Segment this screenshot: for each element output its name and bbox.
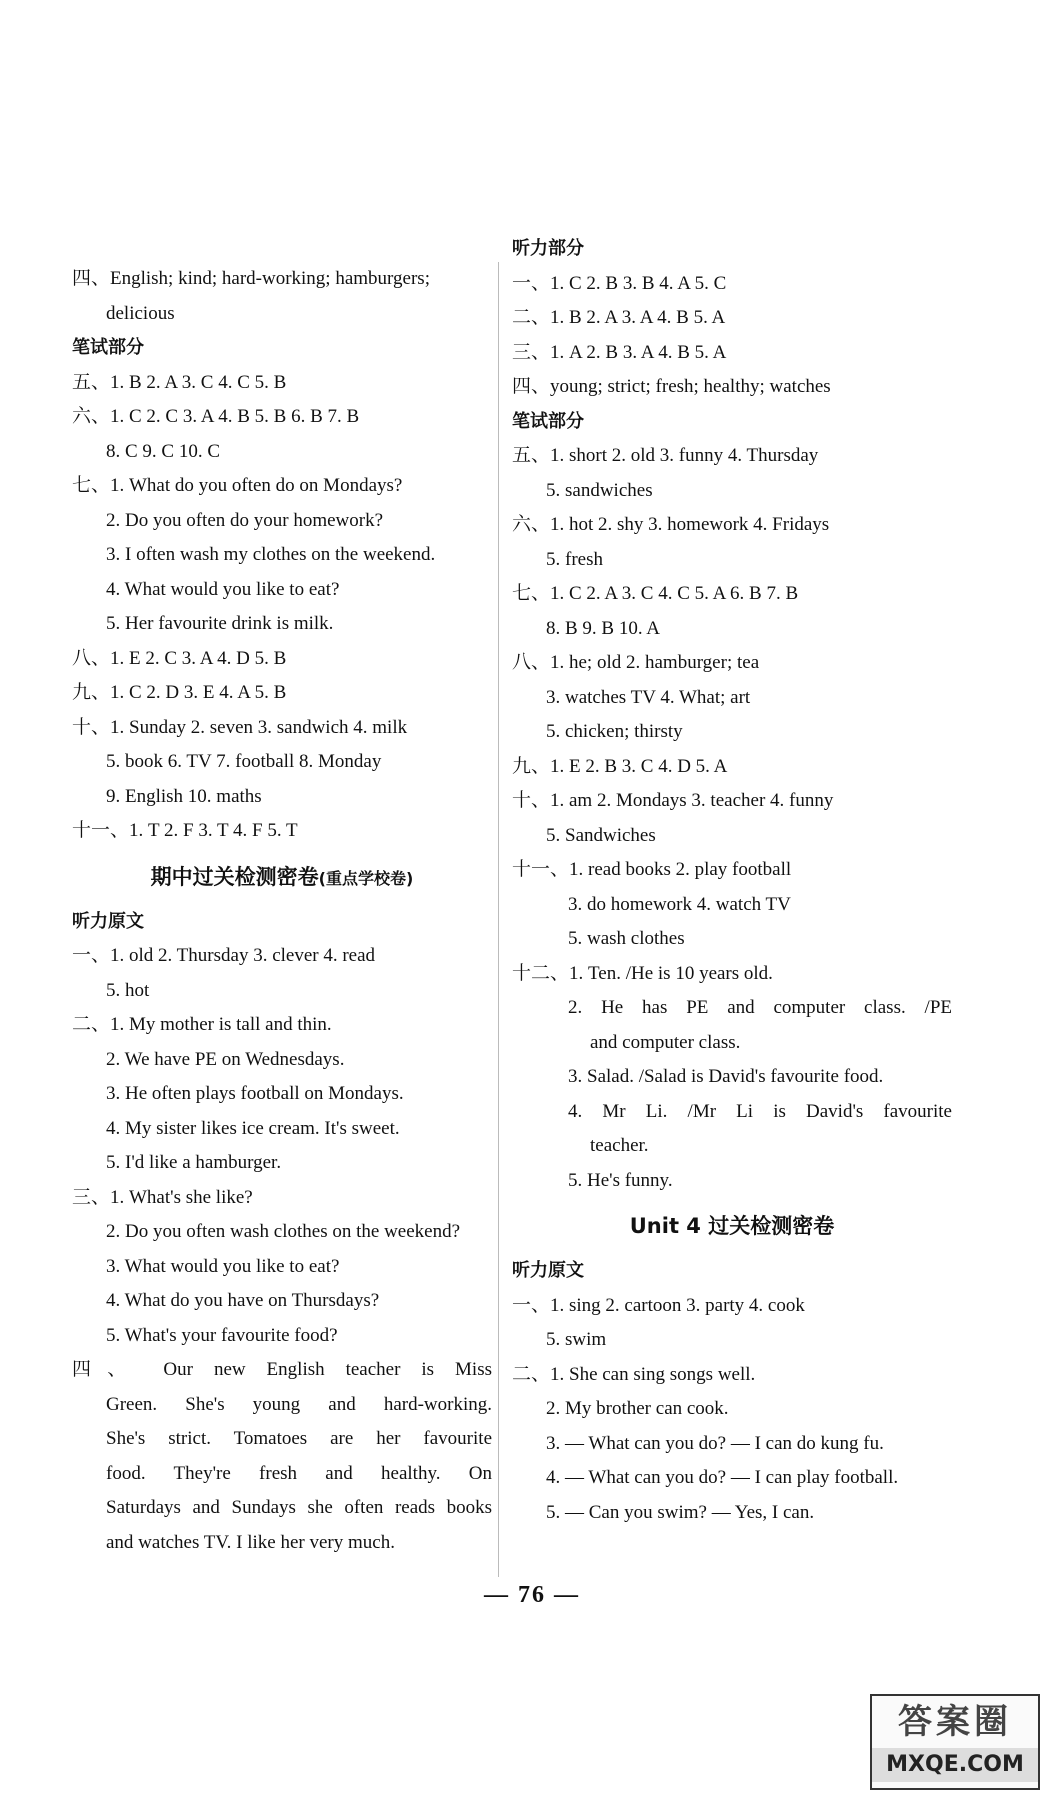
answer-line: 十一、1. read books 2. play football [512,859,792,880]
answer-line: 九、1. E 2. B 3. C 4. D 5. A [512,755,728,777]
answer-line: 十、1. am 2. Mondays 3. teacher 4. funny [512,790,834,811]
answer-line: 二、1. B 2. A 3. A 4. B 5. A [512,307,726,328]
answer-line: 十二、1. Ten. /He is 10 years old. [512,962,773,984]
section-title-listening: 听力部分 [512,238,584,259]
answer-line: 2. My brother can cook. [546,1398,729,1419]
answer-line: 七、1. What do you often do on Mondays? [72,475,403,496]
answer-line: 3. He often plays football on Mondays. [106,1083,404,1104]
answer-line: 十一、1. T 2. F 3. T 4. F 5. T [72,820,298,841]
answer-line: 六、1. hot 2. shy 3. homework 4. Fridays [512,514,830,535]
left-column [72,262,492,1560]
section-title-listening-script: 听力原文 [512,1260,584,1281]
answer-line: 四、young; strict; fresh; healthy; watches [512,376,831,397]
section-title-written: 笔试部分 [512,410,584,432]
answer-line: and computer class. [590,1031,741,1053]
answer-line: 5. sandwiches [546,479,653,501]
passage-number: 四、 [72,1359,143,1380]
passage-line: Saturdays and Sundays she often reads books [106,1497,492,1518]
answer-line: 5. swim [546,1329,607,1350]
passage-line: Green. She's young and hard-working. [106,1393,492,1415]
answer-line: 4. My sister likes ice cream. It's sweet. [106,1117,400,1139]
answer-line: 2. He has PE and computer class. /PE [568,997,952,1018]
answer-line: 3. watches TV 4. What; art [546,686,751,708]
answer-line: 5. Her favourite drink is milk. [106,613,334,634]
passage-line: and watches TV. I like her very much. [106,1531,395,1553]
answer-line: 八、1. E 2. C 3. A 4. D 5. B [72,647,287,669]
answer-line: 七、1. C 2. A 3. C 4. C 5. A 6. B 7. B [512,583,799,604]
answer-line: 十、1. Sunday 2. seven 3. sandwich 4. milk [72,716,408,738]
answer-line: 一、1. sing 2. cartoon 3. party 4. cook [512,1294,805,1316]
answer-line: 四、English; kind; hard-working; hamburgers; [72,268,430,289]
column-divider [498,262,499,1577]
answer-line: 5. Sandwiches [546,824,656,846]
answer-line: 5. He's funny. [568,1169,673,1191]
answer-line: 五、1. B 2. A 3. C 4. C 5. B [72,371,287,393]
answer-line: 4. What would you like to eat? [106,578,340,600]
answer-line: 五、1. short 2. old 3. funny 4. Thursday [512,445,819,466]
section-title-written: 笔试部分 [72,337,144,358]
answer-line: 3. Salad. /Salad is David's favourite food. [568,1066,884,1087]
answer-line: 5. What's your favourite food? [106,1324,338,1346]
passage-text: Our new English teacher is Miss [163,1359,492,1380]
answer-line: 3. What would you like to eat? [106,1255,340,1277]
answer-line: 2. We have PE on Wednesdays. [106,1048,345,1070]
answer-line: 8. C 9. C 10. C [106,440,221,462]
exam-heading-main: 期中过关检测密卷 [150,864,319,889]
answer-line: 5. chicken; thirsty [546,721,683,742]
right-column [512,232,952,1530]
page-number: — 76 — [484,1582,580,1608]
answer-line: teacher. [590,1135,649,1156]
answer-line: 三、1. A 2. B 3. A 4. B 5. A [512,341,727,363]
watermark-logo [870,1694,1040,1790]
answer-line: 5. fresh [546,548,603,570]
watermark-bottom: MXQE.COM [872,1748,1038,1782]
answer-line: 3. — What can you do? — I can do kung fu. [546,1432,884,1454]
passage-line: food. They're fresh and healthy. On [106,1462,492,1484]
answer-line: 5. I'd like a hamburger. [106,1152,282,1173]
answer-line: 3. I often wash my clothes on the weekend. [106,544,436,565]
answer-line: 九、1. C 2. D 3. E 4. A 5. B [72,682,287,703]
answer-line: 5. — Can you swim? — Yes, I can. [546,1501,815,1523]
answer-line: 4. What do you have on Thursdays? [106,1290,380,1311]
answer-line: 二、1. My mother is tall and thin. [72,1014,332,1035]
answer-line: 5. wash clothes [568,928,685,949]
answer-line: 六、1. C 2. C 3. A 4. B 5. B 6. B 7. B [72,406,360,427]
passage-line: She's strict. Tomatoes are her favourite [106,1428,492,1449]
answer-line: 8. B 9. B 10. A [546,617,661,639]
answer-line: 2. Do you often do your homework? [106,509,384,531]
exam-heading-sub: (重点学校卷) [318,868,414,888]
answer-line: 一、1. old 2. Thursday 3. clever 4. read [72,945,376,966]
answer-line: 三、1. What's she like? [72,1186,253,1208]
answer-line: 9. English 10. maths [106,785,262,807]
passage-line [72,1353,492,1388]
answer-line: 一、1. C 2. B 3. B 4. A 5. C [512,272,727,294]
answer-line: 4. — What can you do? — I can play football. [546,1467,899,1488]
exam-heading [72,849,492,905]
answer-line: 二、1. She can sing songs well. [512,1363,756,1385]
answer-line: 八、1. he; old 2. hamburger; tea [512,652,760,673]
answer-line: delicious [106,302,175,324]
answer-line: 5. hot [106,979,150,1001]
answer-line: 2. Do you often wash clothes on the weekend? [106,1221,461,1242]
section-title-listening-script: 听力原文 [72,910,144,932]
answer-line: 3. do homework 4. watch TV [568,893,791,915]
watermark-top: 答案圈 [898,1702,1012,1742]
answer-line: 4. Mr Li. /Mr Li is David's favourite [568,1100,952,1122]
answer-line: 5. book 6. TV 7. football 8. Monday [106,751,382,772]
unit-heading: Unit 4 过关检测密卷 [629,1214,835,1238]
